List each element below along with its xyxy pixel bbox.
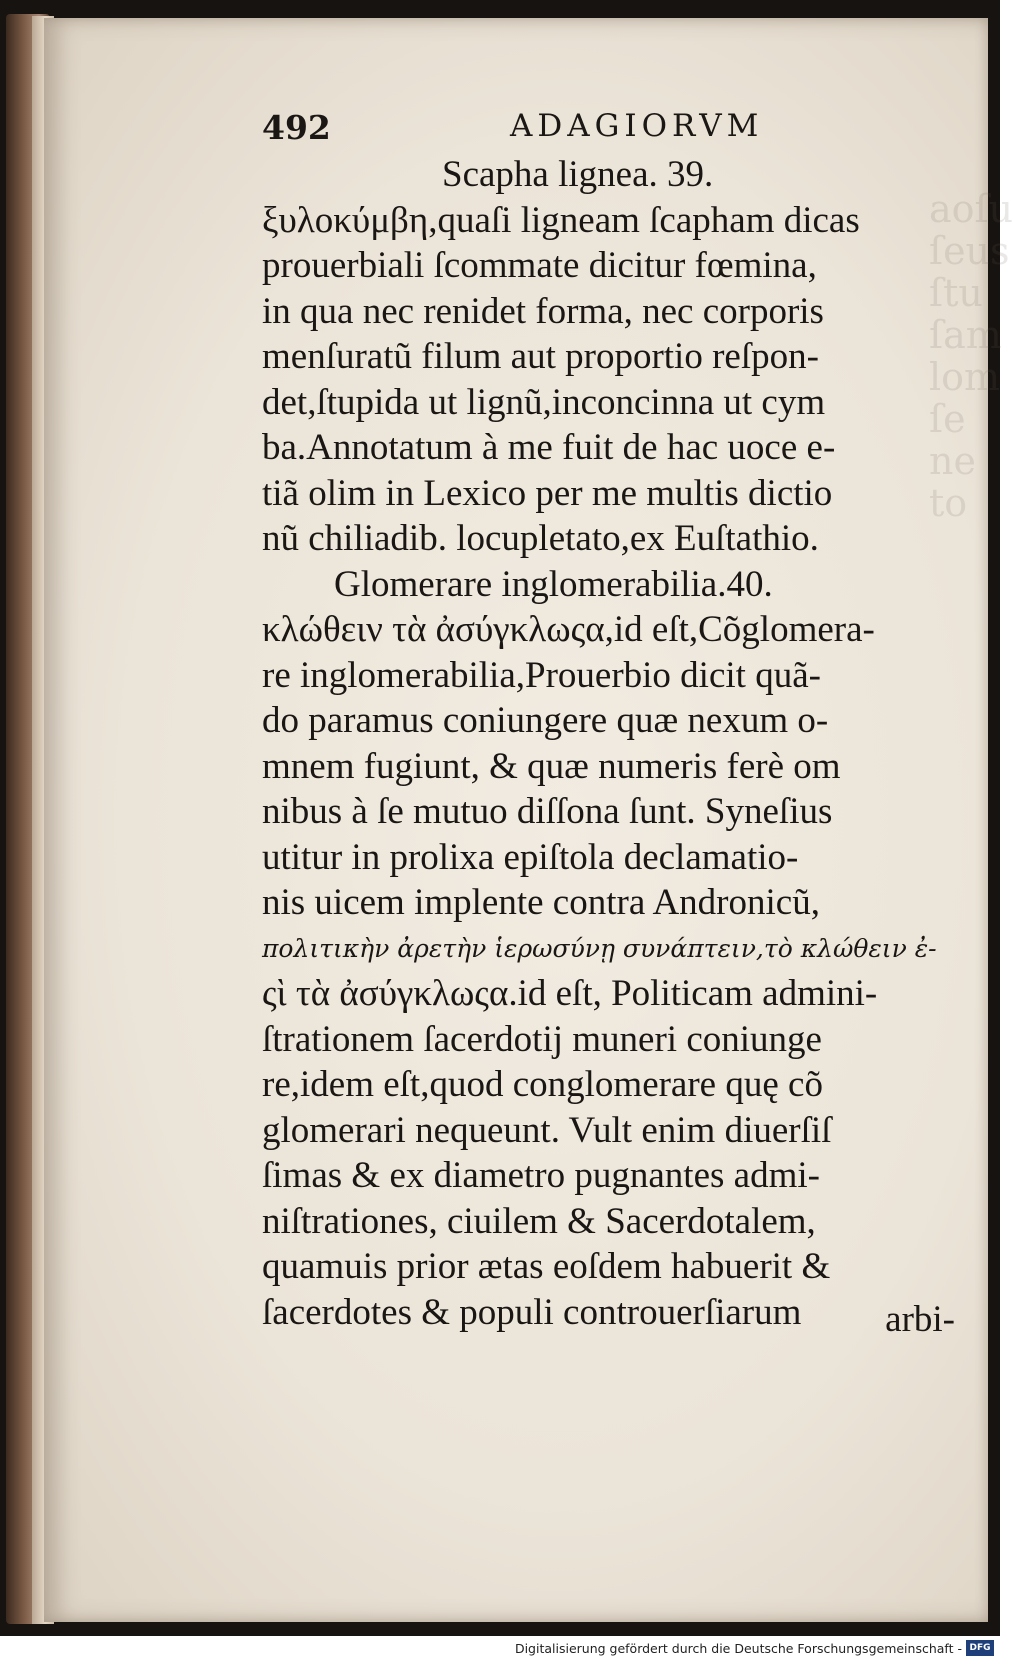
page-text-block	[262, 152, 942, 1335]
text-line: glomerari nequeunt. Vult enim diuerſiſ	[262, 1109, 832, 1151]
text-line: re,idem eſt,quod conglomerare quę cõ	[262, 1064, 823, 1105]
text-line: quamuis prior ætas eoſdem habuerit &	[262, 1246, 831, 1287]
running-title: ADAGIORVM	[510, 108, 764, 144]
text-line: ςὶ τὰ ἀσύγκλωςα.id eſt, Politicam admini-	[262, 973, 878, 1014]
text-line: κλώθειν τὰ ἀσύγκλωςα,id eſt,Cõglomera-	[262, 609, 875, 650]
text-line: ſtrationem ſacerdotij muneri coniunge	[262, 1018, 822, 1060]
text-line: prouerbiali ſcommate dicitur fœmina,	[262, 245, 817, 286]
greek-quotation-line: πολιτικὴν ἀρετὴν ἱερωσύνῃ συνάπτειν,τὸ κλώθειν ἐ-	[262, 933, 937, 963]
text-line: det,ſtupida ut lignũ,inconcinna ut cym	[262, 381, 826, 423]
text-line: tiã olim in Lexico per me multis dictio	[262, 472, 833, 514]
text-line: ſimas & ex diametro pugnantes admi-	[262, 1155, 820, 1196]
dfg-logo: DFG	[966, 1640, 994, 1656]
text-line: re inglomerabilia,Prouerbio dicit quã-	[262, 654, 821, 696]
text-line: in qua nec renidet forma, nec corporis	[262, 290, 824, 332]
digitization-footer	[0, 1636, 1000, 1664]
text-line: mnem fugiunt, & quæ numeris ferè om	[262, 745, 841, 787]
adage-heading: Glomerare inglomerabilia.40.	[334, 563, 773, 605]
running-head	[262, 106, 782, 150]
text-line: utitur in prolixa epiſtola declamatio-	[262, 836, 799, 878]
adage-heading: Scapha lignea. 39.	[442, 154, 714, 195]
text-line: niſtrationes, ciuilem & Sacerdotalem,	[262, 1200, 816, 1242]
text-line: menſuratũ filum aut proportio reſpon-	[262, 336, 819, 377]
text-line: nũ chiliadib. locupletato,ex Euſtathio.	[262, 518, 819, 559]
funding-credit: Digitalisierung gefördert durch die Deutsche Forschungsgemeinschaft -	[514, 1641, 962, 1656]
catchword: arbi-	[885, 1299, 955, 1340]
text-line: nis uicem implente contra Andronicũ,	[262, 882, 820, 923]
text-line: ba.Annotatum à me fuit de hac uoce e-	[262, 427, 836, 468]
page-number: 492	[262, 108, 331, 147]
text-line: ξυλοκύμβη,quaſi ligneam ſcapham dicas	[262, 199, 860, 241]
text-line: ſacerdotes & populi controuerſiarum	[262, 1291, 802, 1333]
text-line: do paramus coniungere quæ nexum o-	[262, 700, 829, 741]
show-through-bleed: aoſu ſeus ſtu ſam lom ſe ne to	[929, 187, 1013, 525]
text-line: nibus à ſe mutuo diſſona ſunt. Syneſius	[262, 791, 833, 832]
